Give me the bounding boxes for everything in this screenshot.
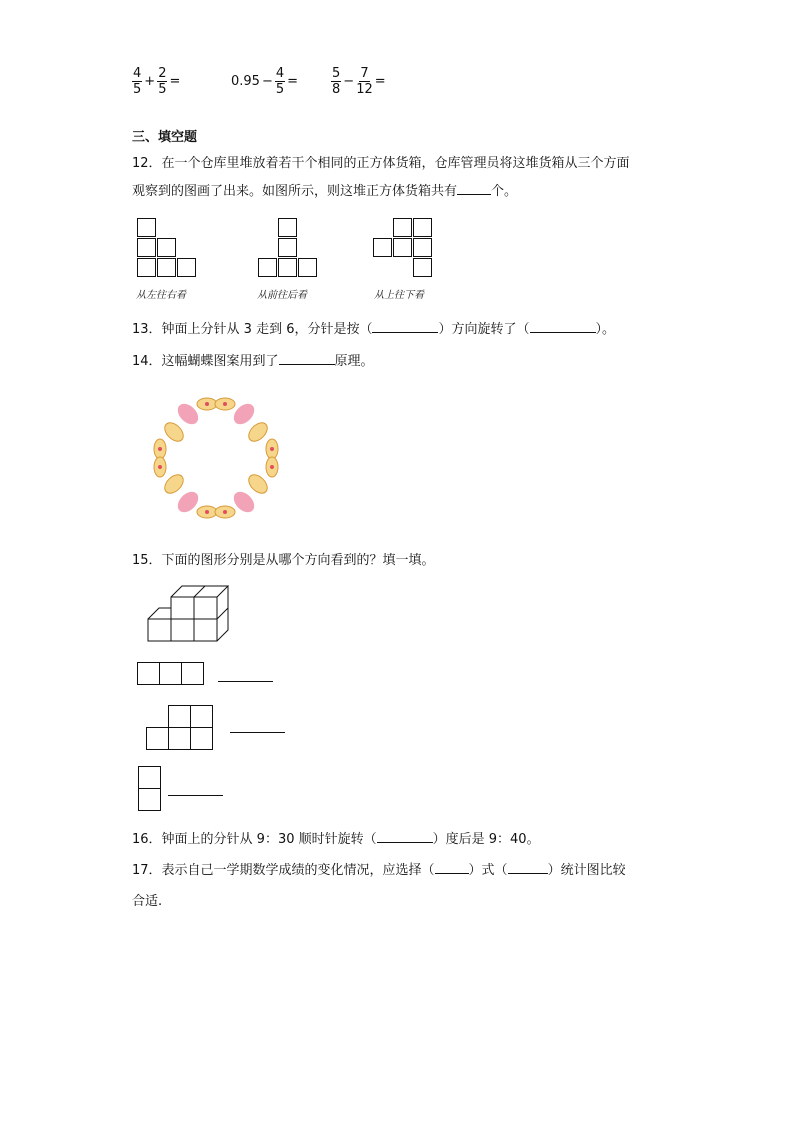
cube-face: [171, 597, 194, 619]
fraction: $\frac{4}{5}$: [133, 66, 142, 97]
view-from-left-figure: [137, 218, 202, 280]
caption-left-view: 从左往右看: [136, 290, 186, 301]
cube-face: [194, 597, 217, 619]
butterfly-icon: [154, 439, 166, 477]
grid-cell: [137, 218, 156, 237]
view-front-shape: [146, 705, 218, 751]
q17-line2: 合适.: [132, 894, 163, 909]
grid-cell: [181, 662, 204, 685]
grid-cell: [168, 727, 191, 750]
grid-cell: [393, 218, 412, 237]
view-row-of-three: [137, 662, 207, 686]
grid-cell: [157, 258, 176, 277]
grid-cell: [413, 238, 432, 257]
grid-cell: [137, 258, 156, 277]
q13: 13．钟面上分针从 3 走到 6，分针是按（ ）方向旋转了（ ）。: [132, 322, 616, 337]
grid-cell: [159, 662, 182, 685]
q12-line2: 观察到的图画了出来。如图所示，则这堆正方体货箱共有 个。: [132, 184, 518, 199]
grid-cell: [190, 727, 213, 750]
q17-line1: 17．表示自己一学期数学成绩的变化情况，应选择（ ）式（ ）统计图比较: [132, 863, 626, 878]
grid-cell: [373, 238, 392, 257]
butterfly-icon: [197, 398, 235, 410]
grid-cell: [137, 662, 160, 685]
fraction: $\frac{2}{5}$: [158, 66, 167, 97]
butterfly-icon: [197, 506, 235, 518]
caption-front-view: 从前往后看: [257, 290, 307, 301]
calc-expression-1: $\frac{4}{5}$ + $\frac{2}{5}$ =: [133, 66, 181, 97]
grid-cell: [413, 258, 432, 277]
caption-top-view: 从上往下看: [374, 290, 424, 301]
answer-blank[interactable]: [218, 681, 273, 682]
answer-blank[interactable]: [377, 830, 433, 843]
answer-blank[interactable]: [168, 795, 223, 796]
answer-blank[interactable]: [279, 352, 335, 365]
grid-cell: [413, 218, 432, 237]
answer-blank[interactable]: [435, 861, 469, 874]
answer-blank[interactable]: [372, 320, 438, 333]
grid-cell: [146, 727, 169, 750]
grid-cell: [157, 238, 176, 257]
grid-cell: [190, 705, 213, 728]
cube-face: [171, 619, 194, 641]
section-title: 三、填空题: [132, 130, 198, 145]
view-from-front-figure: [258, 218, 323, 280]
butterfly-pattern-image: [140, 382, 292, 534]
answer-blank[interactable]: [457, 182, 491, 195]
answer-blank[interactable]: [508, 861, 548, 874]
answer-blank[interactable]: [530, 320, 596, 333]
pink-wing-icons: [161, 400, 270, 516]
grid-cell: [278, 238, 297, 257]
grid-cell: [138, 788, 161, 811]
grid-cell: [278, 218, 297, 237]
cube-stack-figure: [145, 582, 235, 644]
fraction: $\frac{5}{8}$: [332, 66, 341, 97]
fraction: $\frac{4}{5}$: [275, 66, 285, 97]
view-from-top-figure: [373, 218, 438, 280]
grid-cell: [278, 258, 297, 277]
q15-text: 15．下面的图形分别是从哪个方向看到的？填一填。: [132, 553, 435, 568]
grid-cell: [177, 258, 196, 277]
calc-expression-3: $\frac{5}{8}$ − $\frac{7}{12}$ =: [332, 66, 386, 97]
fraction: $\frac{7}{12}$: [356, 66, 373, 97]
butterfly-icon: [266, 439, 278, 477]
cube-face: [194, 619, 217, 641]
cube-face: [148, 619, 171, 641]
grid-cell: [298, 258, 317, 277]
calc-expression-2: 0.95 − $\frac{4}{5}$ =: [231, 66, 299, 97]
q14: 14．这幅蝴蝶图案用到了 原理。: [132, 354, 374, 369]
view-column-of-two: [138, 766, 162, 812]
q12-line1: 12．在一个仓库里堆放着若干个相同的正方体货箱，仓库管理员将这堆货箱从三个方面: [132, 156, 630, 171]
grid-cell: [137, 238, 156, 257]
grid-cell: [138, 766, 161, 789]
butterfly-ring: [154, 398, 278, 518]
q16: 16．钟面上的分针从 9：30 顺时针旋转（ ）度后是 9：40。: [132, 832, 540, 847]
answer-blank[interactable]: [230, 732, 285, 733]
grid-cell: [393, 238, 412, 257]
grid-cell: [258, 258, 277, 277]
grid-cell: [168, 705, 191, 728]
cube-stack-lines: [148, 586, 228, 641]
